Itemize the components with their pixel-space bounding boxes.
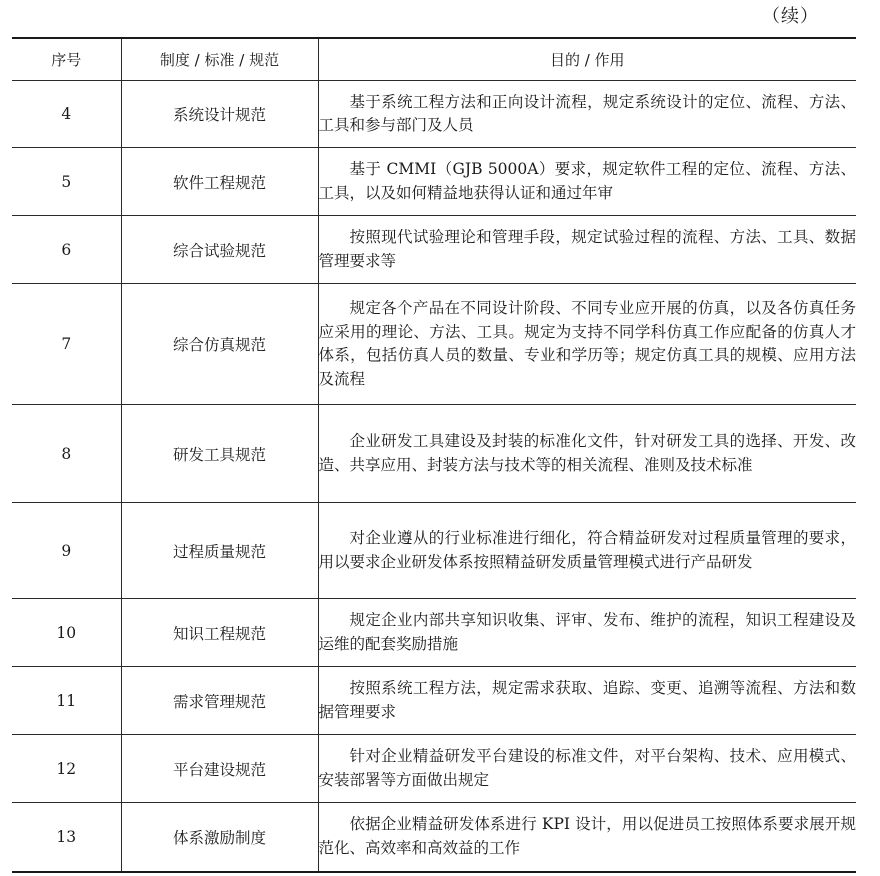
- row-name: 系统设计规范: [121, 81, 318, 148]
- row-purpose: 基于 CMMI（GJB 5000A）要求，规定软件工程的定位、流程、方法、工具，以及如何精益地获得认证和通过年审: [318, 148, 856, 216]
- row-purpose: 按照现代试验理论和管理手段，规定试验过程的流程、方法、工具、数据管理要求等: [318, 216, 856, 284]
- row-number: 6: [12, 216, 121, 284]
- row-name: 知识工程规范: [121, 599, 318, 667]
- row-purpose: 规定各个产品在不同设计阶段、不同专业应开展的仿真，以及各仿真任务应采用的理论、方法、工具。规定为支持不同学科仿真工作应配备的仿真人才体系，包括仿真人员的数量、专业和学历等；规定仿真工具的规模、应用方法及流程: [318, 284, 856, 405]
- row-purpose: 企业研发工具建设及封装的标准化文件，针对研发工具的选择、开发、改造、共享应用、封装方法与技术等的相关流程、准则及技术标准: [318, 405, 856, 503]
- table-row: [12, 216, 856, 284]
- row-name: 研发工具规范: [121, 405, 318, 503]
- table-row: [12, 503, 856, 599]
- table-row: [12, 735, 856, 803]
- row-name: 综合试验规范: [121, 216, 318, 284]
- row-purpose: 规定企业内部共享知识收集、评审、发布、维护的流程，知识工程建设及运维的配套奖励措施: [318, 599, 856, 667]
- row-purpose: 依据企业精益研发体系进行 KPI 设计，用以促进员工按照体系要求展开规范化、高效率和高效益的工作: [318, 803, 856, 872]
- standards-table: [12, 37, 856, 873]
- row-purpose: 针对企业精益研发平台建设的标准文件，对平台架构、技术、应用模式、安装部署等方面做出规定: [318, 735, 856, 803]
- table-row: [12, 803, 856, 872]
- row-name: 需求管理规范: [121, 667, 318, 735]
- row-number: 12: [12, 735, 121, 803]
- header-number: 序号: [51, 51, 82, 69]
- table-header-row: [12, 38, 856, 81]
- table-row: [12, 405, 856, 503]
- row-purpose: 按照系统工程方法，规定需求获取、追踪、变更、追溯等流程、方法和数据管理要求: [318, 667, 856, 735]
- row-number: 4: [12, 81, 121, 148]
- row-number: 10: [12, 599, 121, 667]
- table-row: [12, 148, 856, 216]
- row-purpose: 对企业遵从的行业标准进行细化，符合精益研发对过程质量管理的要求，用以要求企业研发体系按照精益研发质量管理模式进行产品研发: [318, 503, 856, 599]
- row-number: 8: [12, 405, 121, 503]
- continued-label: （续）: [762, 6, 819, 27]
- row-number: 9: [12, 503, 121, 599]
- table-row: [12, 81, 856, 148]
- row-purpose: 基于系统工程方法和正向设计流程，规定系统设计的定位、流程、方法、工具和参与部门及人员: [318, 81, 856, 148]
- table-row: [12, 667, 856, 735]
- row-name: 软件工程规范: [121, 148, 318, 216]
- header-name: 制度 / 标准 / 规范: [121, 38, 318, 81]
- row-number: 13: [12, 803, 121, 872]
- table-row: [12, 599, 856, 667]
- row-name: 综合仿真规范: [121, 284, 318, 405]
- row-number: 5: [12, 148, 121, 216]
- row-number: 11: [12, 667, 121, 735]
- row-name: 过程质量规范: [121, 503, 318, 599]
- table-row: [12, 284, 856, 405]
- row-name: 体系激励制度: [121, 803, 318, 872]
- header-purpose: 目的 / 作用: [318, 38, 856, 81]
- row-number: 7: [12, 284, 121, 405]
- row-name: 平台建设规范: [121, 735, 318, 803]
